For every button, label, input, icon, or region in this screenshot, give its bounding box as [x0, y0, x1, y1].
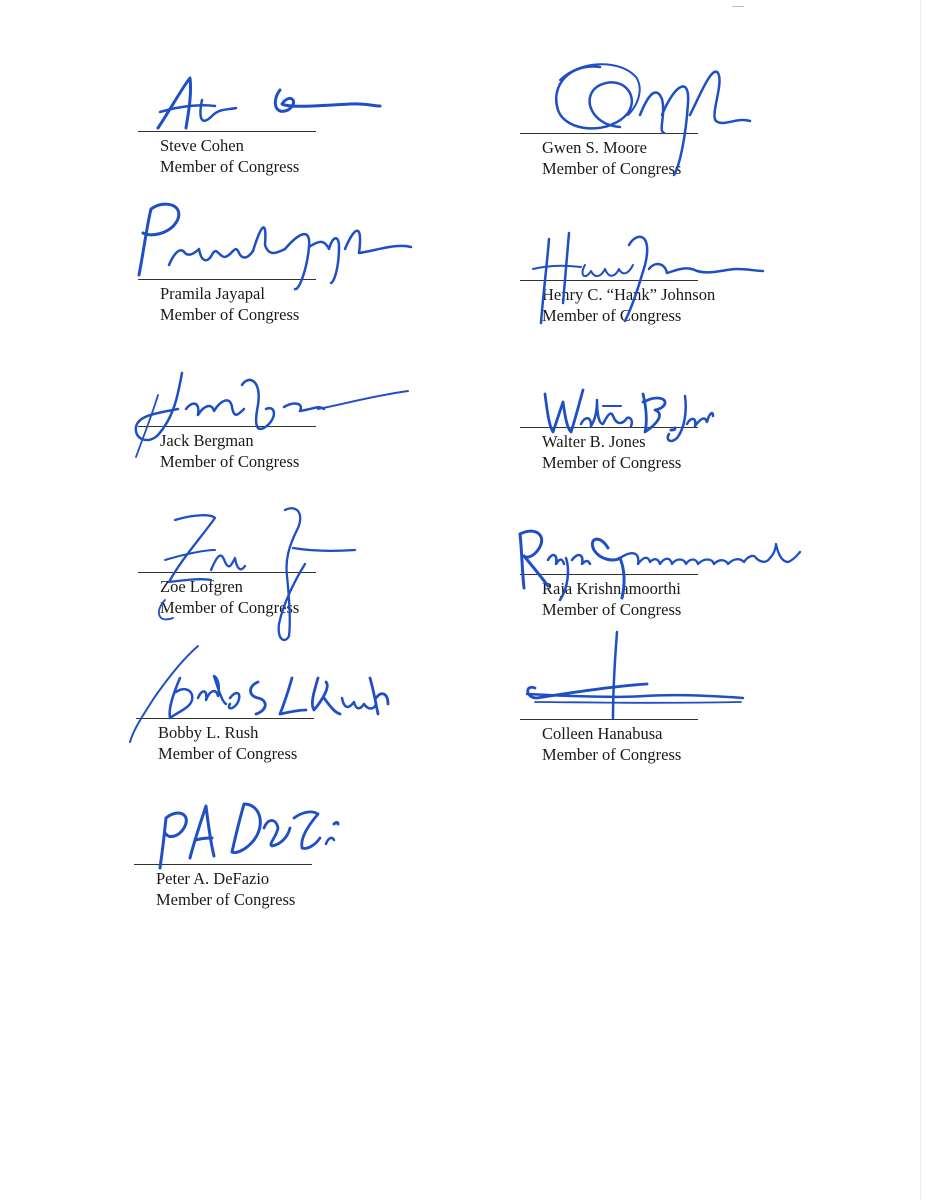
- signer-name: Henry C. “Hank” Johnson: [542, 285, 716, 304]
- signer-title: Member of Congress: [156, 890, 296, 909]
- signer-name: Bobby L. Rush: [158, 723, 259, 742]
- signer-name: Walter B. Jones: [542, 432, 646, 451]
- signer-name: Gwen S. Moore: [542, 138, 647, 157]
- signature-line: [138, 426, 316, 427]
- signature-line: [136, 718, 314, 719]
- signer-name: Pramila Jayapal: [160, 284, 265, 303]
- signer-name: Jack Bergman: [160, 431, 254, 450]
- signer-name: Colleen Hanabusa: [542, 724, 663, 743]
- signer-title: Member of Congress: [542, 600, 682, 619]
- signature-line: [520, 719, 698, 720]
- signature-steve-cohen: [140, 70, 390, 140]
- signer-name: Peter A. DeFazio: [156, 869, 270, 888]
- signer-name: Zoe Lofgren: [160, 577, 243, 596]
- signer-title: Member of Congress: [542, 159, 682, 178]
- signer-title: Member of Congress: [158, 744, 298, 763]
- signer-title: Member of Congress: [160, 305, 300, 324]
- signature-line: [138, 572, 316, 573]
- scan-mark: [732, 6, 744, 7]
- signer-title: Member of Congress: [160, 452, 300, 471]
- signer-title: Member of Congress: [542, 306, 682, 325]
- signature-line: [520, 280, 698, 281]
- signer-title: Member of Congress: [542, 453, 682, 472]
- signature-line: [138, 131, 316, 132]
- signer-name: Raja Krishnamoorthi: [542, 579, 681, 598]
- signature-line: [520, 133, 698, 134]
- signer-title: Member of Congress: [160, 598, 300, 617]
- signature-pramila-jayapal: [125, 195, 425, 295]
- signer-title: Member of Congress: [542, 745, 682, 764]
- signature-line: [134, 864, 312, 865]
- signer-title: Member of Congress: [160, 157, 300, 176]
- signature-colleen-hanabusa: [515, 628, 755, 738]
- signature-line: [520, 427, 698, 428]
- signer-name: Steve Cohen: [160, 136, 244, 155]
- signature-line: [138, 279, 316, 280]
- signature-line: [520, 574, 698, 575]
- page-edge: [920, 0, 921, 1200]
